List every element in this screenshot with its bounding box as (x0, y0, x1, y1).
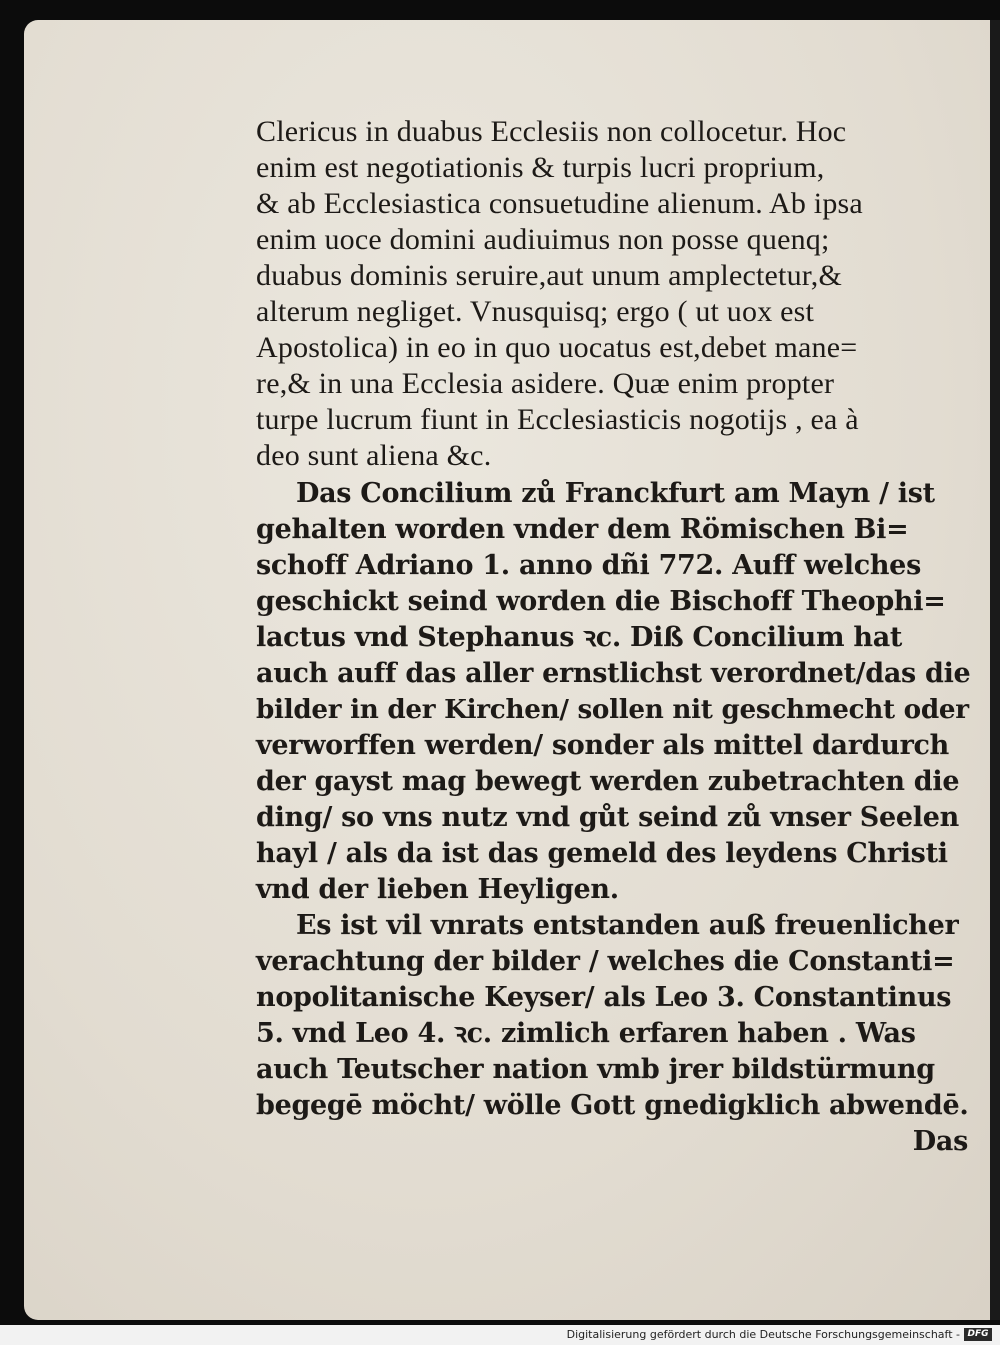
text-line: verachtung der bilder / welches die Constanti= (256, 946, 955, 977)
text-line: Clericus in duabus Ecclesiis non collocetur. Hoc (256, 115, 847, 148)
text-line: deo sunt aliena &c. (256, 439, 492, 472)
text-line: gehalten worden vnder dem Römischen Bi= (256, 514, 909, 545)
text-line: vnd der lieben Heyligen. (256, 874, 619, 905)
text-line: Es ist vil vnrats entstanden auß freuenlicher (296, 910, 959, 941)
german-paragraph-1 (256, 476, 976, 908)
text-line: Das Concilium zů Franckfurt am Mayn / ist (296, 478, 935, 509)
dfg-logo: DFG (964, 1328, 992, 1341)
german-paragraph-2 (256, 908, 976, 1160)
text-line: Apostolica) in eo in quo uocatus est,debet mane= (256, 331, 858, 364)
text-line: turpe lucrum fiunt in Ecclesiasticis nogotijs , ea à (256, 403, 859, 436)
text-line: auch Teutscher nation vmb jrer bildstürmung (256, 1054, 935, 1085)
latin-paragraph (256, 114, 976, 474)
text-line: hayl / als da ist das gemeld des leydens Christi (256, 838, 948, 869)
text-line: schoff Adriano 1. anno dñi 772. Auff welches (256, 550, 921, 581)
text-line: 5. vnd Leo 4. ꝛc. zimlich erfaren haben . Was (256, 1018, 916, 1049)
text-line: verworffen werden/ sonder als mittel dardurch (256, 730, 949, 761)
text-line: re,& in una Ecclesia asidere. Quæ enim propter (256, 367, 835, 400)
text-line: nopolitanische Keyser/ als Leo 3. Constantinus (256, 982, 952, 1013)
footer-bar (0, 1325, 1000, 1345)
text-line: bilder in der Kirchen/ sollen nit geschmecht oder (256, 694, 969, 725)
catchword: Das (912, 1126, 968, 1157)
book-page (24, 20, 1000, 1320)
text-line: enim uoce domini audiuimus non posse quenq; (256, 223, 830, 256)
text-line: der gayst mag bewegt werden zubetrachten die (256, 766, 960, 797)
funding-credit: Digitalisierung gefördert durch die Deutsche Forschungsgemeinschaft - (566, 1328, 960, 1341)
text-line: lactus vnd Stephanus ꝛc. Diß Concilium hat (256, 622, 903, 653)
text-line: enim est negotiationis & turpis lucri proprium, (256, 151, 825, 184)
text-line: auch auff das aller ernstlichst verordnet/das die (256, 658, 971, 689)
text-line: begegē möcht/ wölle Gott gnedigklich abwendē. (256, 1090, 969, 1121)
page-text (256, 114, 976, 1160)
text-line: & ab Ecclesiastica consuetudine alienum. Ab ipsa (256, 187, 863, 220)
page-edge-shadow (990, 20, 1000, 1320)
text-line: ding/ so vns nutz vnd gůt seind zů vnser Seelen (256, 802, 959, 833)
text-line: duabus dominis seruire,aut unum amplectetur,& (256, 259, 843, 292)
text-line: geschickt seind worden die Bischoff Theophi= (256, 586, 946, 617)
text-line: alterum negliget. Vnusquisq; ergo ( ut uox est (256, 295, 815, 328)
